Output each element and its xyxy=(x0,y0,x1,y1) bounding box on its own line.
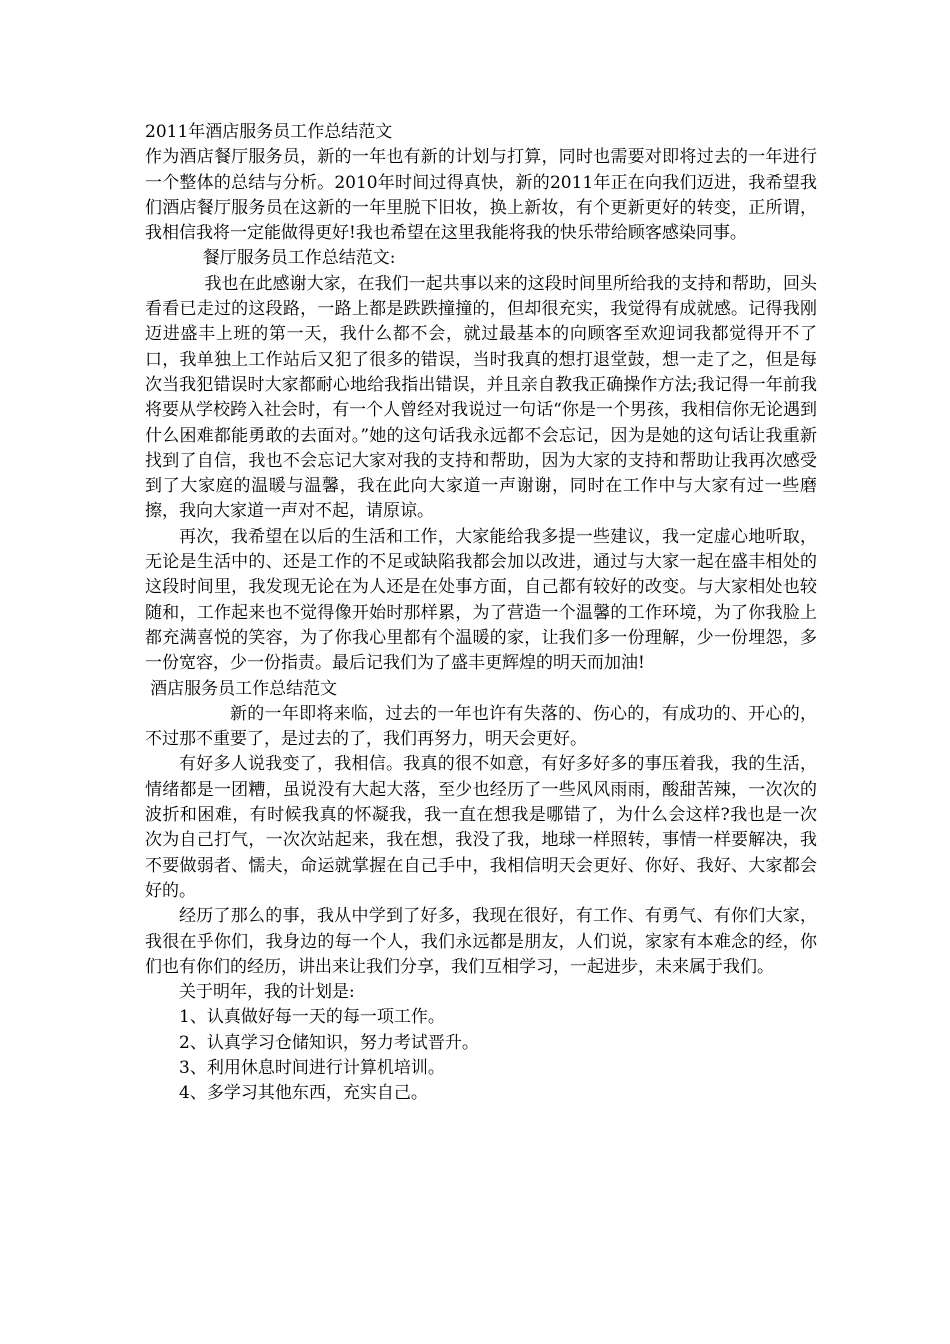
plan-list-item: 1、认真做好每一天的每一项工作。 xyxy=(179,1007,445,1028)
document-title: 2011年酒店服务员工作总结范文 xyxy=(145,122,393,142)
plan-list-item: 3、利用休息时间进行计算机培训。 xyxy=(179,1057,445,1078)
paragraph: 再次，我希望在以后的生活和工作，大家能给我多提一些建议，我一定虚心地听取，无论是生活中的、还是工作的不足或缺陷我都会加以改进，通过与大家一起在盛丰相处的这段时间里，我发现无论在为人还是在处事方面，自己都有较好的改变。与大家相处也较随和，工作起来也不觉得像开始时那样累，为了营造一个温馨的工作环境，为了你我脸上都充满喜悦的笑容，为了你我心里都有个温暖的家，让我们多一份理解，少一份埋怨，多一份宽容，少一份指责。最后记我们为了盛丰更辉煌的明天而加油! xyxy=(145,526,817,674)
document-page xyxy=(145,120,817,1107)
section-heading-hotel: 酒店服务员工作总结范文 xyxy=(150,678,338,699)
paragraph: 新的一年即将来临，过去的一年也许有失落的、伤心的，有成功的、开心的，不过那不重要了，是过去的了，我们再努力，明天会更好。 xyxy=(145,703,817,750)
plan-intro: 关于明年，我的计划是: xyxy=(179,982,355,1003)
intro-paragraph: 作为酒店餐厅服务员，新的一年也有新的计划与打算，同时也需要对即将过去的一年进行一个整体的总结与分析。2010年时间过得真快，新的2011年正在向我们迈进，我希望我们酒店餐厅服务员在这新的一年里脱下旧妆，换上新妆，有个更新更好的转变，正所谓，我相信我将一定能做得更好!我也希望在这里我能将我的快乐带给顾客感染同事。 xyxy=(145,147,817,244)
plan-list-item: 4、多学习其他东西，充实自己。 xyxy=(179,1083,428,1104)
section-heading-restaurant: 餐厅服务员工作总结范文: xyxy=(202,248,396,269)
paragraph: 经历了那么的事，我从中学到了好多，我现在很好，有工作、有勇气、有你们大家，我很在乎你们，我身边的每一个人，我们永远都是朋友，人们说，家家有本难念的经，你们也有你们的经历，讲出来让我们分享，我们互相学习，一起进步，未来属于我们。 xyxy=(145,906,817,977)
plan-list-item: 2、认真学习仓储知识，努力考试晋升。 xyxy=(179,1032,479,1053)
paragraph: 我也在此感谢大家，在我们一起共事以来的这段时间里所给我的支持和帮助，回头看看已走过的这段路，一路上都是跌跌撞撞的，但却很充实，我觉得有成就感。记得我刚迈进盛丰上班的第一天，我什么都不会，就过最基本的向顾客至欢迎词我都觉得开不了口，我单独上工作站后又犯了很多的错误，当时我真的想打退堂鼓，想一走了之，但是每次当我犯错误时大家都耐心地给我指出错误，并且亲自教我正确操作方法;我记得一年前我将要从学校跨入社会时，有一个人曾经对我说过一句话“你是一个男孩，我相信你无论遇到什么困难都能勇敢的去面对。”她的这句话我永远都不会忘记，因为是她的这句话让我重新找到了自信，我也不会忘记大家对我的支持和帮助，因为大家的支持和帮助让我再次感受到了大家庭的温暖与温馨，我在此向大家道一声谢谢，同时在工作中与大家有过一些磨擦，我向大家道一声对不起，请原谅。 xyxy=(145,273,817,522)
paragraph: 有好多人说我变了，我相信。我真的很不如意，有好多好多的事压着我，我的生活，情绪都是一团糟，虽说没有大起大落，至少也经历了一些风风雨雨，酸甜苦辣，一次次的波折和困难，有时候我真的怀凝我，我一直在想我是哪错了，为什么会这样?我也是一次次为自己打气，一次次站起来，我在想，我没了我，地球一样照转，事情一样要解决，我不要做弱者、懦夫，命运就掌握在自己手中，我相信明天会更好、你好、我好、大家都会好的。 xyxy=(145,754,817,901)
